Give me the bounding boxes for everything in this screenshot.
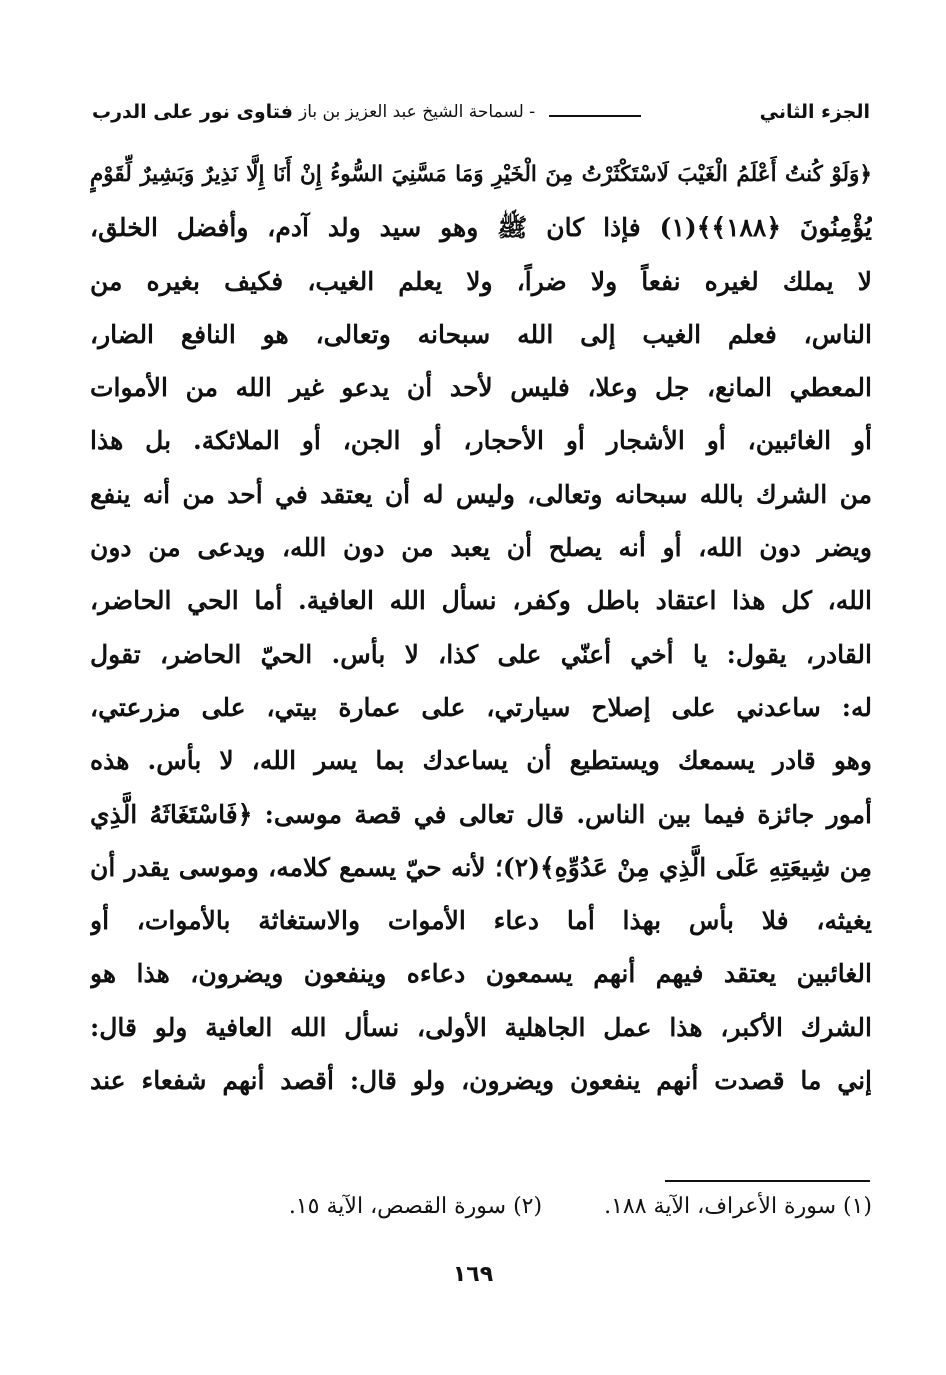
header-book-title: فتاوى نور على الدرب xyxy=(92,101,293,123)
body-line: المعطي المانع، جل وعلا، فليس لأحد أن يدعو غير الله من الأموات xyxy=(90,373,872,403)
body-line: يُؤْمِنُونَ ﴿١٨٨﴾﴾(١) فإذا كان ﷺ وهو سيد ولد آدم، وأفضل الخلق، xyxy=(90,213,872,243)
body-line: ويضر دون الله، أو أنه يصلح أن يعبد من دون الله، ويدعى من دون xyxy=(90,533,872,563)
body-line: أو الغائبين، أو الأشجار أو الأحجار، أو الجن، أو الملائكة. بل هذا xyxy=(90,426,872,456)
footnote-1: (١) سورة الأعراف، الآية ١٨٨. xyxy=(604,1194,872,1219)
body-line: يغيثه، فلا بأس بهذا أما دعاء الأموات والاستغاثة بالأموات، أو xyxy=(90,906,872,936)
body-line: له: ساعدني على إصلاح سيارتي، على عمارة بيتي، على مزرعتي، xyxy=(90,692,872,722)
body-line: ﴿وَلَوْ كُنتُ أَعْلَمُ الْغَيْبَ لَاسْتَكْثَرْتُ مِنَ الْخَيْرِ وَمَا مَسَّنِيَ السُّوءُ إِنْ أَنَا إِلَّا نَذِيرٌ وَبَشِيرٌ لِّقَوْمٍ xyxy=(90,162,872,187)
body-line: الغائبين يعتقد فيهم أنهم يسمعون دعاءه وينفعون ويضرون، هذا هو xyxy=(90,959,872,989)
footnote-divider xyxy=(665,1180,870,1182)
body-line: القادر، يقول: يا أخي أعنّي على كذا، لا بأس. الحيّ الحاضر، تقول xyxy=(90,639,872,669)
running-header xyxy=(92,92,870,132)
body-line: أمور جائزة فيما بين الناس. قال تعالى في قصة موسى: ﴿فَاسْتَغَاثَهُ الَّذِي xyxy=(90,799,872,829)
body-line: مِن شِيعَتِهِ عَلَى الَّذِي مِنْ عَدُوِّهِ﴾(٢)؛ لأنه حيّ يسمع كلامه، وموسى يقدر أن xyxy=(90,852,872,882)
body-line: من الشرك بالله سبحانه وتعالى، وليس له أن يعتقد في أحد من أنه ينفع xyxy=(90,479,872,509)
body-line: الناس، فعلم الغيب إلى الله سبحانه وتعالى، هو النافع الضار، xyxy=(90,319,872,349)
header-rule xyxy=(549,115,641,117)
header-book-title-group xyxy=(92,101,649,123)
header-part-label: الجزء الثاني xyxy=(759,101,870,123)
body-line: الشرك الأكبر، هذا عمل الجاهلية الأولى، نسأل الله العافية ولو قال: xyxy=(90,1012,872,1042)
header-subtitle: - لسماحة الشيخ عبد العزيز بن باز xyxy=(299,102,536,122)
body-line: إني ما قصدت أنهم ينفعون ويضرون، ولو قال: أقصد أنهم شفعاء عند xyxy=(90,1066,872,1096)
page-number: ١٦٩ xyxy=(452,1262,494,1287)
body-line: الله، كل هذا اعتقاد باطل وكفر، نسأل الله العافية. أما الحي الحاضر، xyxy=(90,586,872,616)
page-body xyxy=(90,148,872,1107)
footnote-2: (٢) سورة القصص، الآية ١٥. xyxy=(288,1194,543,1219)
footnotes xyxy=(150,1194,872,1234)
body-line: لا يملك لغيره نفعاً ولا ضراً، ولا يعلم الغيب، فكيف بغيره من xyxy=(90,266,872,296)
body-line: وهو قادر يسمعك ويستطيع أن يساعدك بما يسر الله، لا بأس. هذه xyxy=(90,746,872,776)
